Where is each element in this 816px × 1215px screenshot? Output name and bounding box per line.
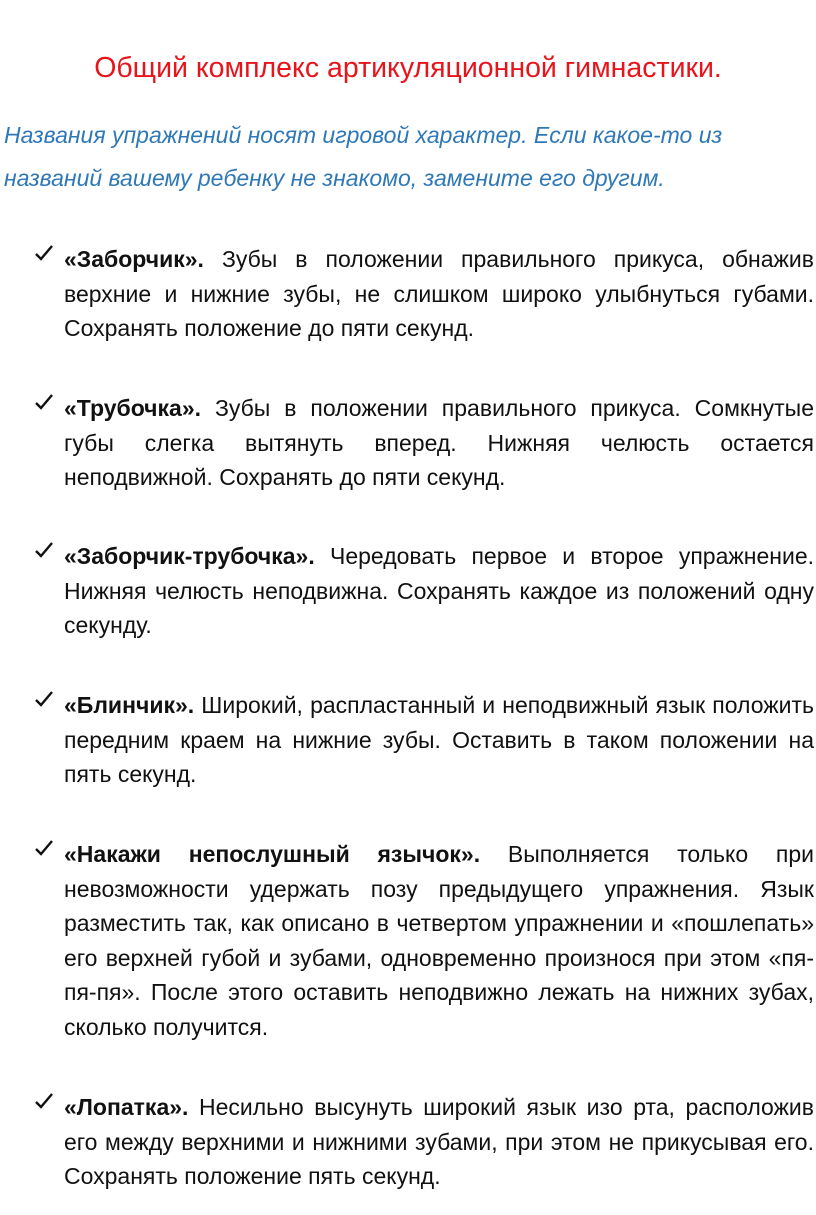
exercise-text: Выполняется только при невозможности удержать позу предыдущего упражнения. Язык разместить так, как описано в четвертом упражнении и «пошлепать» его верхней губой и зубами, одновременно произнося при этом «пя-пя-пя». После этого оставить неподвижно лежать на нижних зубах, сколько получится.	[64, 841, 815, 1040]
exercise-text: Несильно высунуть широкий язык изо рта, расположив его между верхними и нижними зубами, при этом не прикусывая его. Сохранять положение пять секунд.	[64, 1094, 815, 1189]
exercise-item	[64, 688, 814, 792]
checkmark-icon	[34, 1091, 54, 1111]
checkmark-icon	[34, 540, 54, 560]
exercise-item	[64, 391, 814, 495]
exercise-name: «Трубочка».	[64, 395, 202, 421]
exercise-text: Зубы в положении правильного прикуса. Сомкнутые губы слегка вытянуть вперед. Нижняя челюсть остается неподвижной. Сохранять до пяти секунд.	[64, 395, 814, 490]
exercise-item	[64, 539, 814, 643]
exercise-name: «Блинчик».	[64, 692, 195, 718]
exercise-name: «Заборчик».	[64, 246, 204, 272]
checkmark-icon	[34, 243, 54, 263]
checkmark-icon	[34, 689, 54, 709]
exercise-name: «Лопатка».	[64, 1094, 189, 1120]
exercise-text: Зубы в положении правильного прикуса, обнажив верхние и нижние зубы, не слишком широко улыбнуться губами. Сохранять положение до пяти секунд.	[64, 246, 814, 341]
exercise-name: «Накажи непослушный язычок».	[64, 841, 481, 867]
exercise-item	[64, 1090, 814, 1194]
checkmark-icon	[34, 838, 54, 858]
exercise-item	[64, 837, 814, 1044]
checkmark-icon	[34, 392, 54, 412]
page-title: Общий комплекс артикуляционной гимнастики.	[94, 52, 722, 84]
exercise-text: Чередовать первое и второе упражнение. Нижняя челюсть неподвижна. Сохранять каждое из положений одну секунду.	[64, 543, 815, 638]
exercise-name: «Заборчик-трубочка».	[64, 543, 315, 569]
intro-text: Названия упражнений носят игровой характер. Если какое-то из названий вашему ребенку не знакомо, замените его другим.	[4, 122, 723, 191]
exercise-item	[64, 242, 814, 346]
exercise-text: Широкий, распластанный и неподвижный язык положить передним краем на нижние зубы. Оставить в таком положении на пять секунд.	[64, 692, 814, 787]
